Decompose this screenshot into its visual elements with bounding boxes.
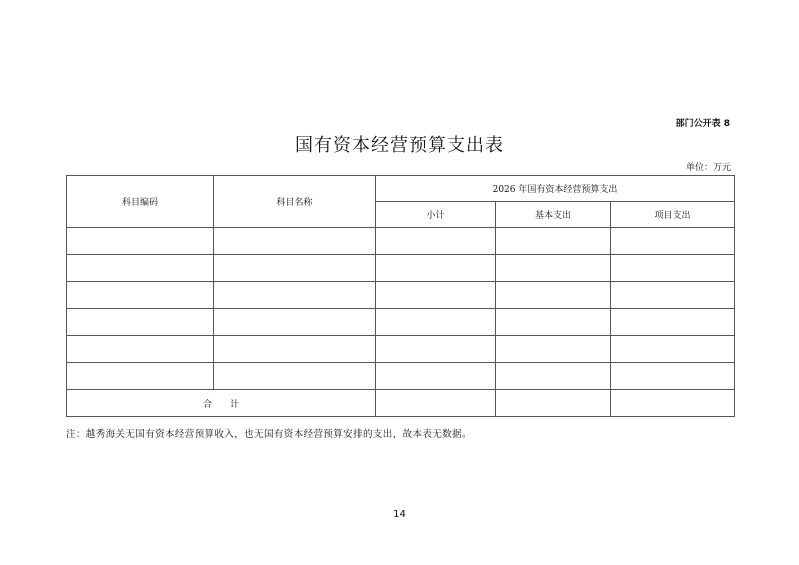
table-number-label: 部门公开表 8 <box>675 119 730 129</box>
footnote: 注：越秀海关无国有资本经营预算收入，也无国有资本经营预算安排的支出，故本表无数据。 <box>66 429 472 440</box>
header-project-expense: 项目支出 <box>611 202 735 228</box>
unit-label: 单位：万元 <box>685 163 731 173</box>
table-row <box>67 363 735 390</box>
table-row <box>67 309 735 336</box>
page-number: 14 <box>393 509 406 520</box>
total-label: 合计 <box>67 390 376 417</box>
table-row <box>67 282 735 309</box>
table-row <box>67 228 735 255</box>
header-budget-group: 2026 年国有资本经营预算支出 <box>376 176 735 202</box>
header-subject-name: 科目名称 <box>214 176 376 228</box>
table-row <box>67 255 735 282</box>
page-title: 国有资本经营预算支出表 <box>295 135 504 156</box>
header-subject-code: 科目编码 <box>67 176 214 228</box>
header-subtotal: 小计 <box>376 202 496 228</box>
total-row <box>67 390 735 417</box>
header-basic-expense: 基本支出 <box>496 202 611 228</box>
table-row <box>67 336 735 363</box>
budget-table <box>66 175 735 417</box>
